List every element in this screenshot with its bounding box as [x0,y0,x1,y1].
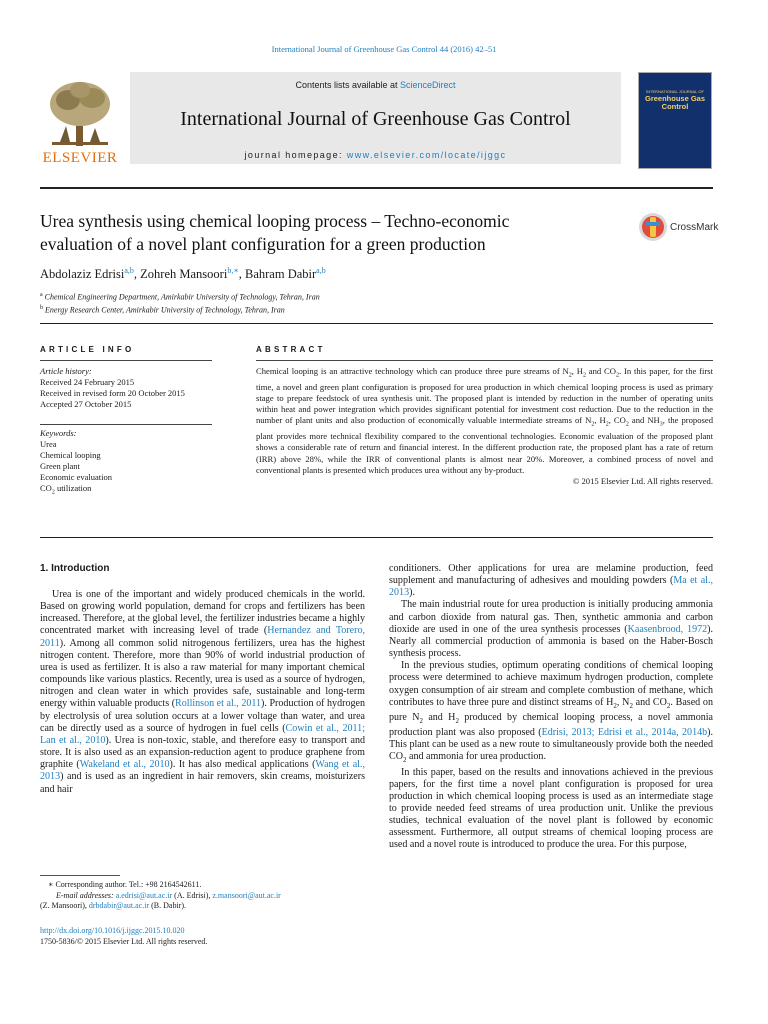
corresponding-author-note: ∗ Corresponding author. Tel.: +98 2164542611. [48,880,202,889]
author-3[interactable]: Bahram Dabir$^{a,b}$ [245,266,326,282]
elsevier-wordmark: ELSEVIER [42,150,118,166]
article-history: Article history: Received 24 February 2015 Received in revised form 20 October 2015 Accepted 27 October 2015 [40,366,185,409]
journal-title: International Journal of Greenhouse Gas Control [180,108,571,130]
header-divider [40,187,713,189]
keyword: Green plant [40,461,80,471]
section-heading-introduction: 1. Introduction [40,563,110,574]
keyword: Urea [40,439,57,449]
citation-link[interactable]: Wang et al., 2013 [40,759,365,783]
author-1[interactable]: Abdolaziz Edrisi$^{a,b}$ [40,266,134,282]
email-line-3: (Z. Mansoori), drbdabir@aut.ac.ir (B. Dabir). [40,901,187,910]
email-addresses: E-mail addresses: a.edrisi@aut.ac.ir (A. Edrisi), z.mansoori@aut.ac.ir [56,890,281,900]
keyword: Economic evaluation [40,472,112,482]
email-link[interactable]: drbdabir@aut.ac.ir [88,901,150,910]
citation-link[interactable]: Kaasenbrood, 1972 [627,623,708,635]
contents-lists: Contents lists available at ScienceDirect [295,80,456,90]
sciencedirect-link[interactable]: ScienceDirect [400,80,456,90]
info-rule-mid [40,424,212,425]
author-2[interactable]: Zohreh Mansoori$^{b,∗}$ [140,266,239,282]
journal-reference[interactable]: International Journal of Greenhouse Gas Control 44 (2016) 42–51 [271,44,497,54]
citation-link[interactable]: Ma et al., 2013 [389,575,713,599]
citation-link[interactable]: Edrisi, 2013; Edrisi et al., 2014a, 2014b [541,727,708,739]
footnote-rule [40,875,120,876]
issn-line: 1750-5836/© 2015 Elsevier Ltd. All rights reserved. [40,936,208,946]
citation-link[interactable]: Wakeland et al., 2010 [79,759,170,771]
affiliation-a: $^a$ Chemical Engineering Department, Amirkabir University of Technology, Tehran, Iran [40,292,320,302]
crossmark-icon [638,212,668,242]
crossmark-badge[interactable]: CrossMark [638,212,718,244]
homepage-link[interactable]: www.elsevier.com/locate/ijggc [346,150,507,160]
footnotes [40,880,365,912]
email-link[interactable]: a.edrisi@aut.ac.ir [115,890,173,900]
keyword: Chemical looping [40,450,101,460]
citation-link[interactable]: Cowin et al., 2011; Lan et al., 2010 [40,722,365,746]
doi-block [40,926,207,947]
journal-banner [130,72,621,164]
abstract-rule-top [256,360,713,361]
body-column-left: Urea is one of the important and widely produced chemicals in the world. Based on growing world population, demand for crops and fertilizers has been increased. Therefore, at the global level, the fertilizer industries became a highly concentrated market with increasing level of trade (Hernandez and Torero, 2011). Among all common solid nitrogenous fertilizers, urea has the highest nitrogen content. Therefore, more than 90% of world industrial production of urea is used as fertilizer. It is also a raw material for many important chemical compounds like various plastics. Recently, urea is used as a source of hydrogen, nitrogen and clean water in which provides safe, sustainable and long-term energy within valuable products (Rollinson et al., 2011). Production of hydrogen by electrolysis of urea solution occurs at a lower voltage than water, and urea can be directly used as a source of hydrogen in fuel cells (Cowin et al., 2011; Lan et al., 2010). Urea is non-toxic, stable, and therefore easy to transport and store. It is also used as an expansion-reduction agent to produce graphene from graphite (Wakeland et al., 2010). It has also medical applications (Wang et al., 2013) and is used as an ingredient in hair removers, skin creams, moisturizers and hair [40,589,365,795]
citation-link[interactable]: Hernandez and Torero, 2011 [40,625,365,649]
keywords-block: Keywords: Urea Chemical looping Green plant Economic evaluation $CO_2$ utilization [40,428,212,499]
affiliation-divider [40,323,713,324]
citation-link[interactable]: Rollinson et al., 2011 [175,698,262,710]
article-info-heading: ARTICLE INFO [40,345,135,354]
copyright: © 2015 Elsevier Ltd. All rights reserved. [572,475,713,486]
abstract-divider [40,537,713,538]
doi-link[interactable]: http://dx.doi.org/10.1016/j.ijggc.2015.10.020 [40,926,185,935]
email-link[interactable]: z.mansoori@aut.ac.ir [212,890,281,900]
affiliations [40,290,320,315]
author-list: Abdolaziz Edrisi$^{a,b}$, Zohreh Mansoori$^{b,∗}$, Bahram Dabir$^{a,b}$ [40,266,326,282]
journal-homepage: journal homepage: www.elsevier.com/locate/ijggc [244,150,507,160]
info-rule-top [40,360,212,361]
abstract-heading: ABSTRACT [256,345,326,354]
article-title: Urea synthesis using chemical looping process – Techno-economic evaluation of a novel plant configuration for a green production [40,211,510,254]
body-column-right: conditioners. Other applications for urea are melamine production, feed supplement and manufacturing of adhesives and moulding powders (Ma et al., 2013). The main industrial route for urea production is initially producing ammonia and carbon dioxide from natural gas. Then, synthetic ammonia and carbon dioxide are used in one of the urea synthesis processes (Kaasenbrood, 1972). Nearly all commercial production of ammonia is based on the Haber-Bosch synthesis process. In the previous studies, optimum operating conditions of chemical looping process were determined to achieve maximum hydrogen production, complete oxygen consumption of air stream and complete combustion of methane, which contributes to have three pure and distinct streams of $H_2$, $N_2$ and $CO_2$. Based on pure $N_2$ and $H_2$ produced by chemical looping process, a novel ammonia production plant was also proposed (Edrisi, 2013; Edrisi et al., 2014a, 2014b). This plant can be used as a new route to simultaneously provide both the needed $CO_2$ and ammonia for urea production. In this paper, based on the results and innovations achieved in the previous papers, for the first time a novel plant configuration is proposed for urea production in which chemical looping process is used as an intermediate stage to provide needed feed streams of urea production unit. Unlike the previous studies, technical evaluation of the novel plant is followed by economic assessment. Furthermore, all output streams of chemical looping process are used and a novel route is introduced to produce the urea. For this purpose, [389,563,713,851]
affiliation-b: $^b$ Energy Research Center, Amirkabir University of Technology, Tehran, Iran [40,304,285,315]
keyword: $CO_2$ utilization [40,483,92,496]
journal-cover-image[interactable]: INTERNATIONAL JOURNAL OF Greenhouse Gas Control [638,72,712,169]
abstract-text: Chemical looping is an attractive technology which can produce three pure streams of $N_2$, $H_2$ and $CO_2$. In this paper, for the first time, a novel and green plant configuration is proposed for urea production in which chemical looping process is used as primary stage to prepare feedstock of urea synthesis unit. The proposed plant is intended by reduction in the number of operating units within heat and power integration which provides significant potential for investment cost reduction. Due to the reduction in the number of plant units and also production of economically valuable intermediate streams of $N_2$, $H_2$, $CO_2$ and $NH_3$, the proposed plant provides more technical flexibility compared to the conventional technologies. Economic evaluation of the proposed plant shows a considerable rate of return and financial interest. In the different production rate, the proposed plant has a rate of return (IRR) above 28%, while the IRR of conventional plants is almost near 20%. Moreover, a combined process of novel and conventional plants is presented which produces urea without any by-product. © 2015 Elsevier Ltd. All rights reserved. [256,366,713,486]
